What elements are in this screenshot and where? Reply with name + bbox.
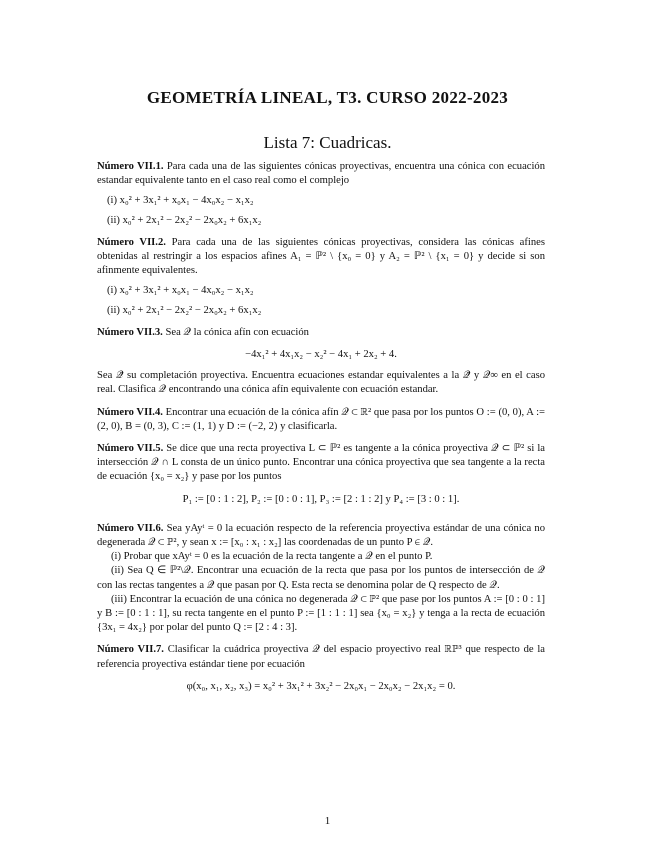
display-equation: φ(x₀, x₁, x₂, x₃) = x₀² + 3x₁² + 3x₂² − 2x₀x₁ − 2x₀x₂ − 2x₁x₂ = 0. (186, 680, 456, 692)
problem-label: Número VII.6. (97, 522, 164, 534)
problem-vii-5 (97, 442, 545, 485)
page-title: GEOMETRÍA LINEAL, T3. CURSO 2022-2023 (146, 88, 509, 107)
problem-list (97, 160, 545, 701)
problem-item-ii: (ii) x₀² + 2x₁² − 2x₂² − 2x₀x₂ + 6x₁x₂ (107, 304, 262, 316)
display-equation: −4x₁² + 4x₁x₂ − x₂² − 4x₁ + 2x₂ + 4. (245, 349, 397, 361)
problem-vii-6 (97, 522, 545, 550)
problem-label: Número VII.3. (97, 326, 163, 338)
problem-text: Para cada una de las siguientes cónicas proyectivas, encuentra una cónica con ecuación estandar equivalente tanto en el caso real como el complejo (97, 161, 546, 187)
problem-label: Número VII.5. (97, 443, 164, 455)
problem-text: Para cada una de las siguientes cónicas proyectivas, considera las cónicas afines obtenidas al restringir a los espacios afines A₁ = ℙ² \ {x₀ = 0} y A₂ = ℙ² \ {x₁ = 0} y decide si son afinmente equivalentes. (97, 236, 545, 277)
problem-text: Clasificar la cuádrica proyectiva 𝒬 del espacio proyectivo real ℝℙ³ que respecto de la referencia proyectiva estándar tiene por ecuación (97, 644, 546, 670)
problem-item-i: (i) x₀² + 3x₁² + x₀x₁ − 4x₀x₂ − x₁x₂ (107, 195, 254, 207)
problem-item-ii: (ii) Sea Q ∈ ℙ²\𝒬. Encontrar una ecuación de la recta que pasa por los puntos de intersección de 𝒬 con las rectas tangentes a 𝒬 que pasan por Q. Esta recta se denomina polar de Q respecto de 𝒬. (97, 565, 545, 591)
problem-item-ii: (ii) x₀² + 2x₁² − 2x₂² − 2x₀x₂ + 6x₁x₂ (107, 214, 262, 226)
problem-label: Número VII.4. (97, 406, 163, 418)
problem-vii-4 (97, 406, 545, 434)
problem-vii-2 (97, 236, 545, 279)
problem-text-continued: Sea 𝒬̄ su completación proyectiva. Encuentra ecuaciones estandar equivalentes a la 𝒬̄ y 𝒬∞ en el caso real. Clasifica 𝒬 encontrando una cónica afín equivalente con ecuación estandar. (97, 370, 545, 396)
problem-text: Sea yAyᵗ = 0 la ecuación respecto de la referencia proyectiva estándar de una cónica no degenerada 𝒬 ⊂ ℙ², y sean x := [x₀ : x₁ : x₂] las coordenadas de un punto P ∈ 𝒬. (97, 522, 545, 549)
problem-vii-3 (97, 326, 545, 340)
problem-vii-1 (97, 160, 545, 188)
problem-label: Número VII.1. (97, 161, 164, 172)
problem-item-i: (i) x₀² + 3x₁² + x₀x₁ − 4x₀x₂ − x₁x₂ (107, 285, 254, 297)
problem-text: Encontrar una ecuación de la cónica afín 𝒬 ⊂ ℝ² que pasa por los puntos O := (0, 0), A := (2, 0), B = (0, 3), C := (1, 1) y D := (−2, 2) y clasificarla. (97, 406, 545, 432)
problem-label: Número VII.7. (97, 644, 164, 656)
problem-text: Se dice que una recta proyectiva L ⊂ ℙ² es tangente a la cónica proyectiva 𝒬 ⊂ ℙ² si la intersección 𝒬 ∩ L consta de un único punto. Encontrar una cónica proyectiva que sea tangente a la recta de ecuación {x₀ = x₂} y pase por los puntos (97, 443, 545, 483)
problem-item-iii: (iii) Encontrar la ecuación de una cónica no degenerada 𝒬 ⊂ ℙ² que pase por los puntos A := [0 : 0 : 1] y B := [0 : 1 : 1], su recta tangente en el punto P := [1 : 1 : 1] sea {x₀ = x₂} y tenga a la recta de ecuación {3x₁ = 4x₂} por polar del punto Q := [2 : 4 : 3]. (97, 593, 545, 634)
problem-label: Número VII.2. (97, 236, 166, 248)
page-subtitle: Lista 7: Cuadricas. (263, 133, 392, 152)
display-points: P₁ := [0 : 1 : 2], P₂ := [0 : 0 : 1], P₃ := [2 : 1 : 2] y P₄ := [3 : 0 : 1]. (182, 493, 460, 505)
page-number: 1 (324, 815, 331, 827)
problem-item-i: (i) Probar que xAyᵗ = 0 es la ecuación de la recta tangente a 𝒬 en el punto P. (111, 551, 433, 563)
problem-text: Sea 𝒬 la cónica afín con ecuación (165, 326, 309, 338)
problem-vii-7 (97, 643, 545, 671)
